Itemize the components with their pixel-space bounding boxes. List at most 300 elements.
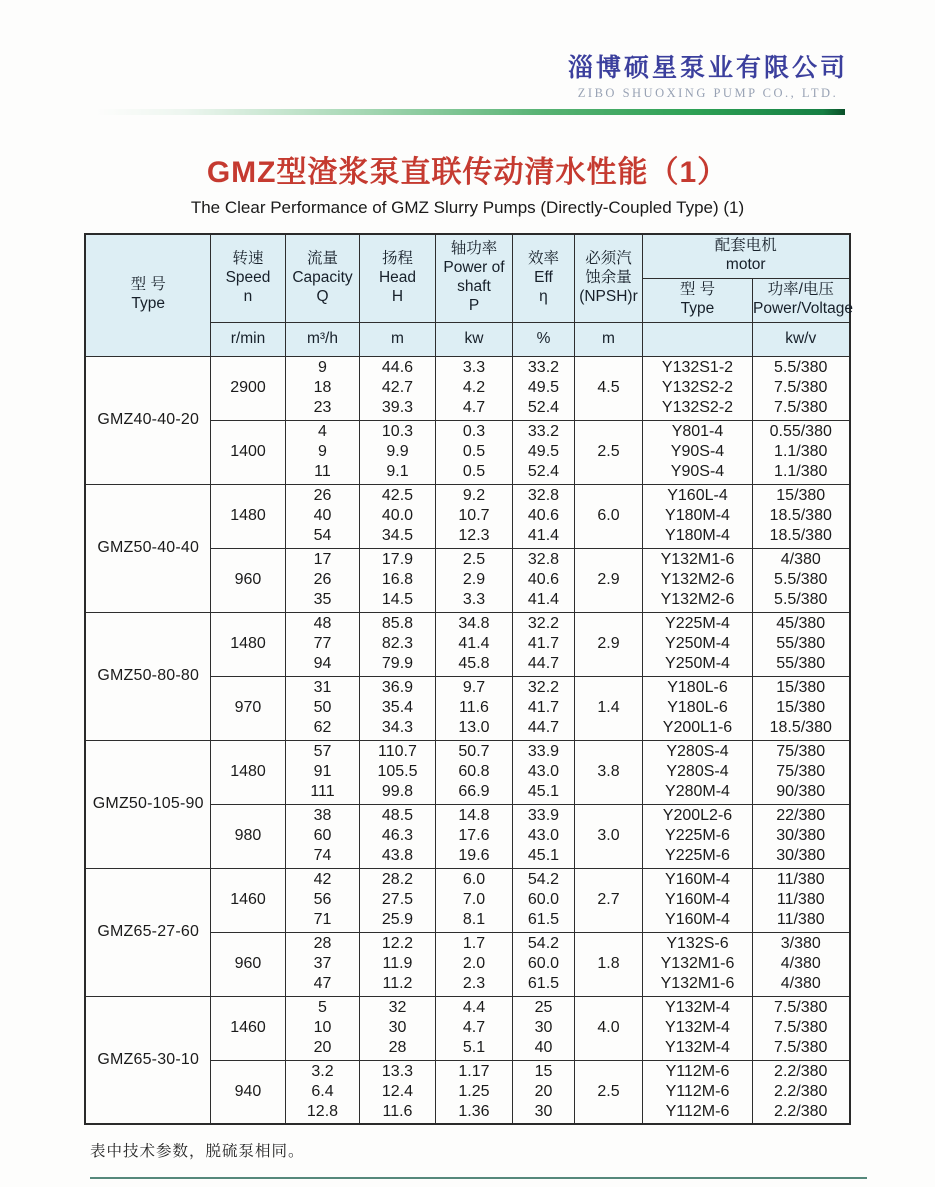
value-line: 15 [534,1062,553,1080]
unit-shaft-power: kw [435,322,512,356]
value-line: 85.8 [381,615,414,632]
value-line: 18 [313,379,332,396]
header-line: Power/Voltage [752,300,853,317]
value-line: 8.1 [462,911,486,928]
value-line: Y180M-4 [665,527,730,544]
header-line: shaft [457,278,491,296]
value-line: Y200L2-6 [662,807,733,824]
company-logo [543,48,873,101]
value-line: 33.9 [527,807,560,824]
value-line: 90/380 [776,783,826,800]
value-line: 20 [534,1082,553,1100]
npsh-cell: 6.0 [574,484,642,548]
speed-cell: 970 [210,676,285,740]
motor-power-cell [752,804,849,868]
unit-head: m [359,322,435,356]
value-line: 27.5 [381,891,414,908]
company-name-en: ZIBO SHUOXING PUMP CO., LTD. [577,86,839,100]
data-row [85,612,849,676]
value-line: 6.4 [311,1082,334,1100]
motor-power-cell [752,996,849,1060]
value-line: 45.8 [458,655,490,672]
shaft-power-cell [435,676,512,740]
value-line: 23 [313,399,332,416]
value-line: 7.5/380 [774,379,828,396]
value-line: 1.7 [462,935,486,952]
motor-type-cell [642,932,752,996]
value-line: 7.5/380 [774,399,828,416]
speed-cell: 960 [210,548,285,612]
value-line: 3/380 [780,935,821,952]
value-line: 40 [313,507,332,524]
value-line: 11/380 [776,871,825,888]
value-line: 4/380 [780,975,821,992]
value-line: 7.5/380 [774,999,828,1016]
value-line: Y250M-4 [665,635,730,652]
model-name: GMZ50-105-90 [85,740,210,868]
value-line: 45/380 [776,615,826,632]
value-line: 13.0 [458,719,490,736]
value-line: 13.3 [381,1062,414,1080]
motor-type-cell [642,484,752,548]
value-line: 12.3 [458,527,490,544]
value-line: 35 [313,591,332,608]
value-line: 43.8 [381,847,414,864]
value-line: 71 [313,911,332,928]
value-line: 30 [388,1019,407,1036]
value-line: 40.6 [527,571,560,588]
value-line: 9.9 [386,443,409,460]
eff-cell [512,356,574,420]
value-line: Y160M-4 [665,871,730,888]
value-line: 26 [313,487,332,504]
value-line: 44.6 [381,359,414,376]
motor-type-cell [642,612,752,676]
value-line: 22/380 [776,807,826,824]
value-line: 55/380 [776,655,826,672]
value-line: 26 [313,571,332,588]
speed-cell: 940 [210,1060,285,1124]
capacity-cell [285,804,359,868]
value-line: 9.2 [462,487,486,504]
value-line: 1.36 [458,1102,490,1120]
value-line: 19.6 [458,847,490,864]
value-line: 54.2 [527,871,560,888]
value-line: 0.55/380 [769,423,832,440]
header-line: 效率 [527,249,559,267]
motor-type-cell [642,356,752,420]
value-line: 99.8 [381,783,414,800]
motor-type-cell [642,548,752,612]
speed-cell: 980 [210,804,285,868]
value-line: 33.2 [527,359,560,376]
motor-power-cell [752,932,849,996]
value-line: 49.5 [527,443,560,460]
value-line: 4.2 [462,379,486,396]
value-line: 75/380 [776,763,826,780]
value-line: 12.2 [381,935,414,952]
value-line: 52.4 [527,463,560,480]
npsh-cell: 1.4 [574,676,642,740]
value-line: 41.4 [458,635,490,652]
value-line: Y132S1-2 [661,359,734,376]
value-line: 30/380 [776,827,826,844]
col-header-capacity [285,234,359,322]
head-cell [359,484,435,548]
value-line: 33.9 [527,743,560,760]
value-line: Y112M-6 [665,1062,730,1080]
value-line: 15/380 [776,487,826,504]
unit-motor-power: kw/v [752,322,849,356]
value-line: 5.5/380 [774,571,828,588]
head-cell [359,932,435,996]
value-line: 41.4 [527,527,560,544]
motor-power-cell [752,676,849,740]
unit-capacity: m³/h [285,322,359,356]
table-body [85,356,849,1124]
speed-cell: 1460 [210,868,285,932]
value-line: 105.5 [377,763,418,780]
value-line: 1.25 [458,1082,490,1100]
value-line: 50.7 [458,743,490,760]
value-line: 41.4 [527,591,560,608]
speed-cell: 1400 [210,420,285,484]
header-line: 型 号 [130,276,166,294]
value-line: 77 [313,635,332,652]
eff-cell [512,676,574,740]
value-line: 11.9 [382,955,413,972]
value-line: 91 [313,763,332,780]
eff-cell [512,804,574,868]
motor-type-cell [642,676,752,740]
header-line: Type [680,300,715,317]
motor-power-cell [752,484,849,548]
value-line: 56 [313,891,332,908]
header-line: motor [725,256,766,274]
value-line: 2.2/380 [774,1062,828,1080]
value-line: 41.7 [527,635,560,652]
head-cell [359,676,435,740]
value-line: 30/380 [776,847,826,864]
head-cell [359,804,435,868]
value-line: Y132S-6 [666,935,729,952]
value-line: 74 [313,847,332,864]
shaft-power-cell [435,868,512,932]
model-name: GMZ40-40-20 [85,356,210,484]
value-line: Y180L-6 [667,679,728,696]
value-line: 5 [318,999,327,1016]
header-line: Head [378,268,417,286]
value-line: 42.5 [381,487,414,504]
capacity-cell [285,868,359,932]
capacity-cell [285,996,359,1060]
npsh-cell: 4.5 [574,356,642,420]
value-line: 35.4 [381,699,414,716]
unit-motor-type [642,322,752,356]
value-line: Y180M-4 [665,507,730,524]
value-line: 9.1 [386,463,409,480]
value-line: 40 [534,1039,553,1056]
value-line: 12.4 [381,1082,414,1100]
value-line: Y160L-4 [667,487,728,504]
head-cell [359,548,435,612]
head-cell [359,356,435,420]
value-line: 45.1 [527,783,560,800]
value-line: 2.2/380 [774,1082,828,1100]
value-line: 32.8 [527,551,560,568]
value-line: 48 [313,615,332,632]
value-line: 18.5/380 [769,527,832,544]
value-line: 110.7 [378,743,417,760]
value-line: 20 [313,1039,332,1056]
shaft-power-cell [435,612,512,676]
value-line: Y132M1-6 [660,975,735,992]
value-line: Y180L-6 [667,699,728,716]
value-line: 82.3 [381,635,414,652]
speed-cell: 1480 [210,612,285,676]
capacity-cell [285,356,359,420]
header-line: 必须汽 [585,249,632,267]
speed-cell: 1480 [210,740,285,804]
model-name: GMZ65-30-10 [85,996,210,1124]
value-line: 40.6 [527,507,560,524]
eff-cell [512,1060,574,1124]
motor-type-cell [642,420,752,484]
eff-cell [512,548,574,612]
unit-eff: % [512,322,574,356]
header-line: 扬程 [381,249,413,267]
value-line: 15/380 [776,699,826,716]
value-line: 28 [388,1039,407,1056]
speed-cell: 2900 [210,356,285,420]
head-cell [359,420,435,484]
value-line: 7.5/380 [774,1039,828,1056]
head-cell [359,740,435,804]
value-line: 55/380 [776,635,826,652]
header-line: Power of [443,259,505,277]
model-name: GMZ50-80-80 [85,612,210,740]
value-line: Y280S-4 [666,763,729,780]
header-line: 蚀余量 [585,268,632,286]
value-line: 11.6 [382,1102,413,1120]
speed-cell: 960 [210,932,285,996]
header-line: Q [316,287,329,305]
header-line: 流量 [306,249,338,267]
value-line: 5.5/380 [774,359,828,376]
motor-power-cell [752,356,849,420]
value-line: 6.0 [462,871,486,888]
eff-cell [512,996,574,1060]
company-name-cn: 淄博硕星泵业有限公司 [567,54,848,82]
head-cell [359,1060,435,1124]
value-line: 47 [313,975,332,992]
header-line: H [391,287,404,305]
col-header-npsh [574,234,642,322]
npsh-cell: 3.8 [574,740,642,804]
page-title: GMZ型渣浆泵直联传动清水性能（1） [206,156,729,189]
value-line: 9 [318,359,327,376]
value-line: 49.5 [527,379,560,396]
value-line: 52.4 [527,399,560,416]
value-line: 10.7 [458,507,490,524]
value-line: 33.2 [527,423,560,440]
value-line: Y132M1-6 [660,955,735,972]
value-line: 34.3 [381,719,414,736]
shaft-power-cell [435,548,512,612]
value-line: 38 [313,807,332,824]
value-line: Y132M2-6 [660,591,735,608]
header-line: (NPSH)r [579,287,638,305]
value-line: 54 [313,527,332,544]
col-header-eff [512,234,574,322]
value-line: 14.8 [458,807,490,824]
value-line: 7.0 [462,891,486,908]
value-line: 30 [534,1102,553,1120]
capacity-cell [285,612,359,676]
motor-type-cell [642,868,752,932]
value-line: 16.8 [381,571,414,588]
value-line: 44.7 [527,655,560,672]
value-line: 43.0 [527,763,560,780]
value-line: 3.3 [462,359,486,376]
value-line: Y132M-4 [665,999,730,1016]
value-line: Y160M-4 [665,891,730,908]
value-line: 12.8 [306,1102,339,1120]
value-line: 41.7 [527,699,560,716]
col-header-shaft-power [435,234,512,322]
value-line: 37 [313,955,332,972]
value-line: 28.2 [381,871,414,888]
value-line: Y132M1-6 [660,551,735,568]
value-line: Y132M-4 [665,1039,730,1056]
value-line: Y112M-6 [665,1102,730,1120]
shaft-power-cell [435,996,512,1060]
value-line: 36.9 [381,679,414,696]
value-line: Y90S-4 [670,443,725,460]
value-line: 11.2 [382,975,413,992]
value-line: 4/380 [780,551,821,568]
npsh-cell: 3.0 [574,804,642,868]
npsh-cell: 2.9 [574,612,642,676]
value-line: 34.5 [381,527,414,544]
capacity-cell [285,932,359,996]
value-line: 42.7 [381,379,414,396]
col-header-motor [642,234,849,278]
value-line: 32.2 [527,679,560,696]
value-line: 0.5 [462,443,486,460]
value-line: Y200L1-6 [662,719,733,736]
value-line: Y280M-4 [665,783,730,800]
value-line: 18.5/380 [769,719,832,736]
value-line: 39.3 [381,399,414,416]
table-header [85,234,853,356]
value-line: 10.3 [381,423,414,440]
value-line: 48.5 [381,807,414,824]
model-name: GMZ65-27-60 [85,868,210,996]
page-bottom-rule [90,1177,867,1179]
head-cell [359,868,435,932]
speed-cell: 1460 [210,996,285,1060]
footnote: 表中技术参数，脱硫泵相同。 [90,1143,305,1160]
motor-power-cell [752,548,849,612]
value-line: 28 [313,935,332,952]
capacity-cell [285,548,359,612]
shaft-power-cell [435,740,512,804]
capacity-cell [285,1060,359,1124]
motor-type-cell [642,996,752,1060]
col-header-type [85,234,210,356]
shaft-power-cell [435,420,512,484]
page-subtitle: The Clear Performance of GMZ Slurry Pumps (Directly-Coupled Type) (1) [190,198,745,217]
shaft-power-cell [435,356,512,420]
value-line: 3.2 [311,1062,334,1080]
motor-type-cell [642,804,752,868]
value-line: 40.0 [381,507,414,524]
value-line: 11.6 [459,699,489,716]
value-line: 0.3 [462,423,486,440]
shaft-power-cell [435,484,512,548]
value-line: 46.3 [381,827,414,844]
data-row [85,996,849,1060]
brand-divider-bar [95,109,845,115]
header-line: Capacity [292,268,353,286]
value-line: 10 [313,1019,332,1036]
value-line: 45.1 [527,847,560,864]
value-line: 17 [313,551,332,568]
value-line: 2.0 [462,955,486,972]
shaft-power-cell [435,804,512,868]
value-line: 2.5 [462,551,486,568]
eff-cell [512,420,574,484]
value-line: Y280S-4 [666,743,729,760]
value-line: 7.5/380 [774,1019,828,1036]
value-line: Y160M-4 [665,911,730,928]
value-line: Y112M-6 [665,1082,730,1100]
capacity-cell [285,484,359,548]
value-line: 60.0 [527,955,560,972]
value-line: 25 [534,999,553,1016]
capacity-cell [285,420,359,484]
value-line: 1.17 [458,1062,490,1080]
value-line: 4.7 [462,399,486,416]
value-line: 9.7 [462,679,486,696]
npsh-cell: 2.7 [574,868,642,932]
npsh-cell: 2.5 [574,1060,642,1124]
shaft-power-cell [435,1060,512,1124]
header-line: 转速 [232,249,264,267]
value-line: 61.5 [527,975,560,992]
value-line: 94 [313,655,332,672]
header-line: Speed [225,268,271,286]
value-line: 2.2/380 [774,1102,828,1120]
eff-cell [512,932,574,996]
value-line: 111 [310,783,335,800]
motor-type-cell [642,740,752,804]
value-line: 43.0 [527,827,560,844]
performance-table [84,233,853,1125]
header-line: Eff [534,268,553,286]
value-line: 1.1/380 [774,443,828,460]
col-header-speed [210,234,285,322]
eff-cell [512,740,574,804]
value-line: 25.9 [381,911,414,928]
value-line: 34.8 [458,615,490,632]
value-line: Y132M2-6 [660,571,735,588]
value-line: 62 [313,719,332,736]
value-line: 18.5/380 [769,507,832,524]
value-line: 79.9 [381,655,414,672]
data-row [85,740,849,804]
